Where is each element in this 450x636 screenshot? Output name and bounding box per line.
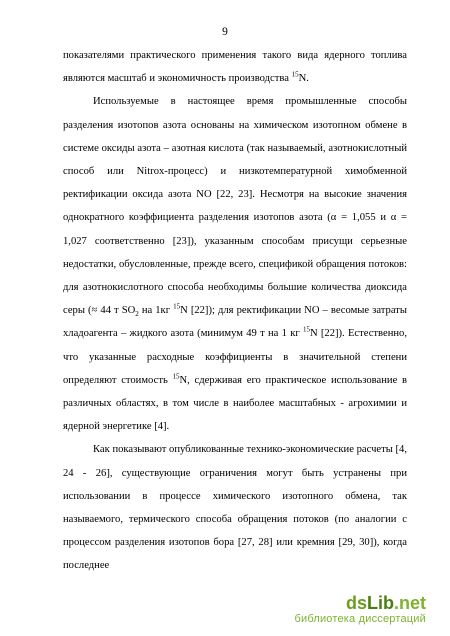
page-number: 9 [222,26,228,38]
logo-part-ds: ds [345,593,367,613]
isotope-superscript: 15 [173,302,181,311]
paragraph-3: Как показывают опубликованные технико-экономические расчеты [4, 24 - 26], существующие ограничения могут быть устранены при использовании в процессе химического изотопного обмена, так называемого, термического способа обращения потоков (по аналогии с процессом разделения изотопов бора [27, 28] или кремния [29, 30]), когда последнее [63,444,407,572]
paragraph-2-text-b: на 1кг [138,305,174,317]
paragraph-1-text: показателями практического применения такого вида ядерного топлива являются масштаб и экономичность производства [63,50,407,85]
so2-subscript: 2 [135,310,139,319]
logo-part-lib: Lib [366,593,394,613]
logo-part-net: .net [393,593,426,613]
paragraph-2-text-e: N, сдерживая его практическое использование в различных областях, в том числе в наиболее масштабных - агрохимии и ядерной энергетике [4]. [63,374,407,433]
dslib-logo [294,593,426,613]
isotope-superscript: 15 [302,325,310,334]
isotope-superscript: 15 [172,372,180,381]
dslib-watermark[interactable] [294,593,426,626]
paragraph-2 [63,90,407,438]
isotope-superscript: 15 [291,70,299,79]
body-text [63,44,407,578]
paragraph-2-text-c: N [22]); для ректификации NO – весомые затраты хладоагента – жидкого азота (минимум 49 т на 1 кг [63,305,408,340]
watermark-subtitle: библиотека диссертаций [294,613,426,625]
paragraph-2-text-d: N [22]). Естественно, что указанные расходные коэффициенты в значительной степени определяют стоимость [63,328,407,386]
paragraph-1-end: N. [298,73,309,85]
paragraph-1 [63,44,407,90]
paragraph-2-text-a: Используемые в настоящее время промышленные способы разделения изотопов азота основаны на химическом изотопном обмене в системе оксиды азота – азотная кислота (так называемый, азотнокислотный способ или Nitrox-процесс) и низкотемпературной химобменной ректификации оксида азота NO [22, 23]. Несмотря на высокие значения однократного коэффициента разделения изотопов азота (α = 1,055 и α = 1,027 соответственно [23]), указанным способам присущи серьезные недостатки, обусловленные, прежде всего, спецификой обращения потоков: для азотнокислотного способа необходимы большие количества диоксида серы (≈ 44 т SO [63,96,407,317]
